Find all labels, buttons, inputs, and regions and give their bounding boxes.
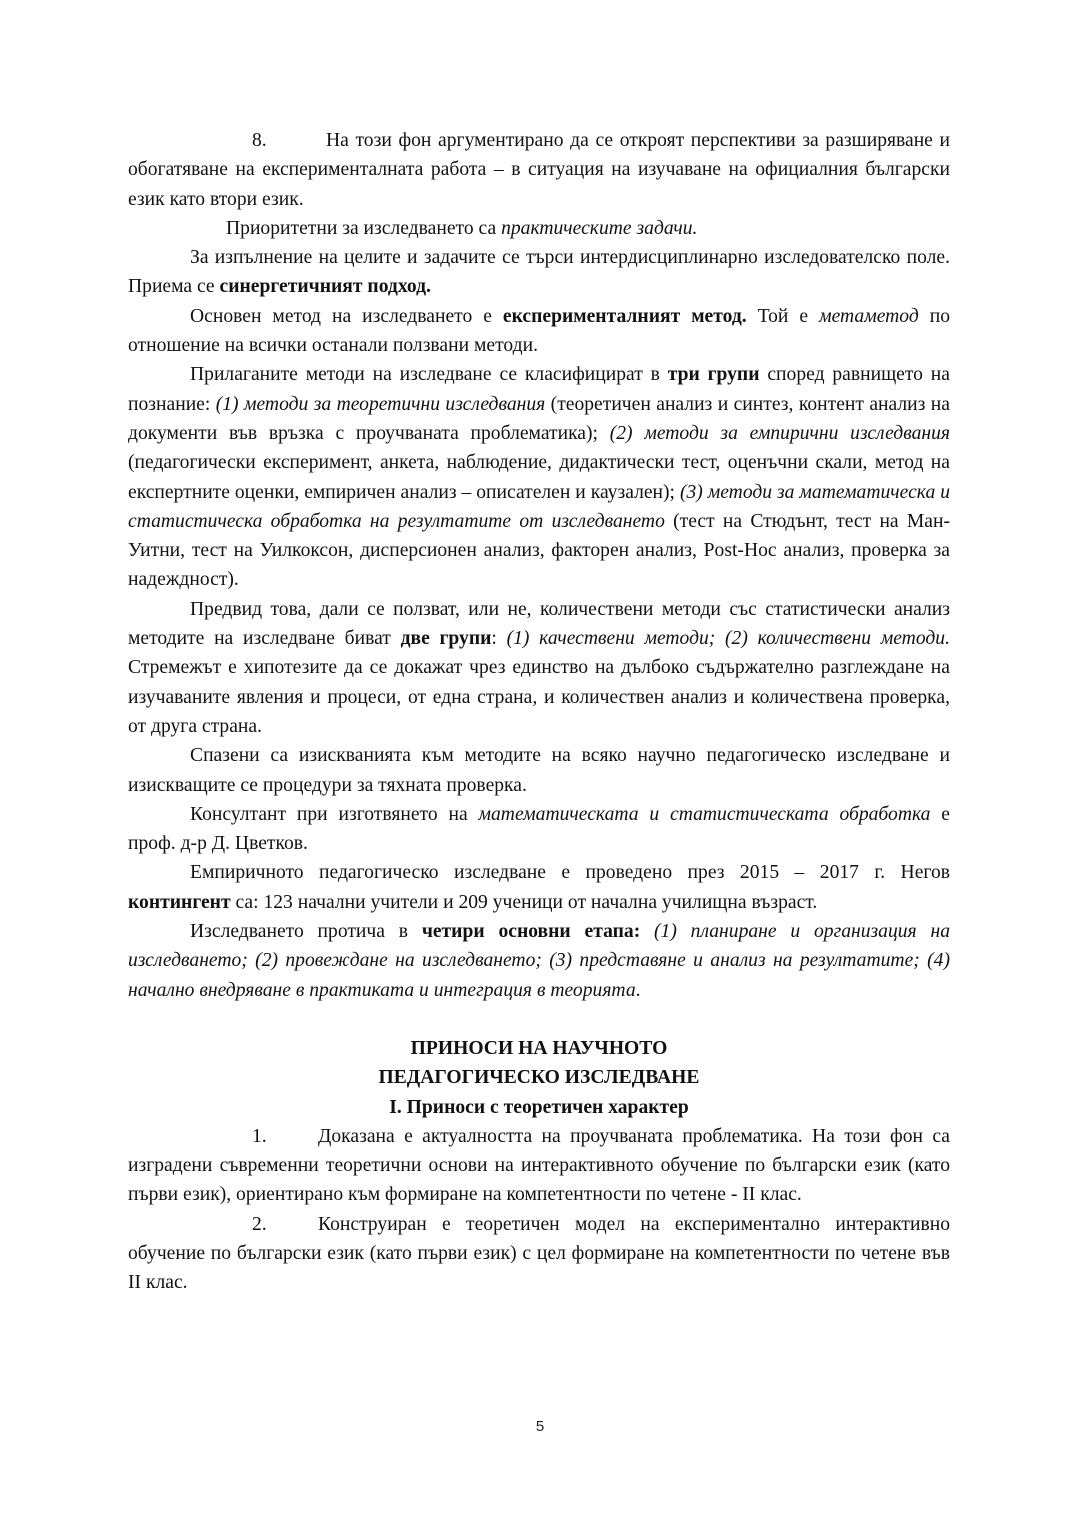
- emphasis: математическата и статистическата обработка: [478, 803, 931, 825]
- paragraph-text: Конструиран е теоретичен модел на експериментално интерактивно обучение по български език (като първи език) с цел формиране на компетентности по четене във II клас.: [128, 1213, 950, 1294]
- methods-paragraph: [128, 360, 950, 594]
- text: по отношение на всички останали ползвани методи.: [128, 305, 950, 357]
- priorities-paragraph: [128, 214, 950, 243]
- item-number: 1.: [252, 1125, 267, 1147]
- text: е проф. д-р Д. Цветков.: [128, 803, 950, 855]
- text: (теоретичен анализ и синтез, контент анализ на документи във връзка с проучваната проблематика);: [128, 393, 950, 444]
- text: Стремежът е хипотезите да се докажат чрез единство на дълбоко съдържателно разглеждане на изучаваните явления и процеси, от една страна, и количествен анализ и количествена проверка, от друга страна.: [128, 657, 950, 737]
- bold-text: синергетичният подход.: [219, 276, 431, 298]
- text: Консултант при изготвянето на: [190, 803, 479, 825]
- requirements-paragraph: Спазени са изискванията към методите на всяко научно педагогическо изследване и изискващите се процедури за тяхната проверка.: [128, 745, 950, 796]
- emphasis: (1) качествени методи; (2) количествени методи.: [506, 628, 950, 650]
- bold-text: три групи: [667, 364, 760, 386]
- text: Основен метод на изследването е: [190, 305, 503, 327]
- bold-text: контингент: [128, 891, 231, 913]
- quantitative-paragraph: [128, 595, 950, 741]
- text: .: [635, 979, 641, 1001]
- empirical-paragraph: [128, 858, 950, 917]
- item-number: 8.: [252, 130, 267, 151]
- stages-paragraph: [128, 917, 950, 1005]
- emphasis: метаметод: [819, 305, 919, 327]
- subsection-heading: I. Приноси с теоретичен характер: [389, 1096, 689, 1118]
- section-heading-line-1: ПРИНОСИ НА НАУЧНОТО: [410, 1037, 668, 1059]
- emphasis: (2) методи за емпирични изследвания: [609, 422, 950, 444]
- emphasis: (3) методи за математическа и статистическа обработка на резултатите от изследването: [128, 481, 950, 532]
- emphasis: (1) планиране и организация на изследването; (2) провеждане на изследването; (3) представяне и анализ на резултатите; (4) начално внедряване в практиката и интеграция в теорията: [128, 921, 950, 1001]
- contribution-2: [128, 1210, 950, 1298]
- text: Прилаганите методи на изследване се класифицират в: [190, 364, 668, 386]
- paragraph-text: Доказана е актуалността на проучваната проблематика. На този фон са изградени съвременни теоретични основи на интерактивното обучение по български език (като първи език), ориентирано към формиране на компетентности по четене - II клас.: [128, 1125, 950, 1206]
- paragraph-8: [128, 126, 950, 214]
- bold-text: две групи: [400, 628, 492, 650]
- emphasis: практическите задачи.: [501, 217, 698, 239]
- text: Изследването протича в: [190, 921, 422, 943]
- emphasis: (1) методи за теоретични изследвания: [215, 393, 546, 415]
- contribution-1: [128, 1122, 950, 1210]
- text: (педагогически експеримент, анкета, наблюдение, дидактически тест, оценъчни скали, метод на експертните оценки, емпиричен анализ – описателен и каузален);: [128, 452, 950, 503]
- text: За изпълнение на целите и задачите се търси интердисциплинарно изследователско поле. Приема се: [128, 247, 950, 298]
- text: Той е: [746, 305, 820, 327]
- main-method-paragraph: [128, 302, 950, 361]
- bold-text: експерименталният метод.: [502, 305, 747, 327]
- text: според равнището на познание:: [128, 364, 950, 415]
- text: Предвид това, дали се ползват, или не, количествени методи със статистически анализ методите на изследване биват: [128, 598, 950, 650]
- text: (тест на Стюдънт, тест на Ман-Уитни, тест на Уилкоксон, дисперсионен анализ, факторен анализ, Post-Hoc анализ, проверка за надеждност).: [128, 510, 950, 591]
- document-page: [128, 126, 950, 1298]
- paragraph-text: На този фон аргументирано да се откроят перспективи за разширяване и обогатяване на експерименталната работа – в ситуация на изучаване на официалния български език като втори език.: [128, 130, 950, 210]
- item-number: 2.: [252, 1213, 267, 1235]
- text: Приоритетни за изследването са: [226, 217, 502, 239]
- text: :: [491, 628, 507, 650]
- text: [640, 921, 654, 942]
- page-number: 5: [535, 1418, 545, 1435]
- bold-text: четири основни етапа:: [421, 921, 641, 943]
- text: Емпиричното педагогическо изследване е проведено през 2015 – 2017 г. Негов: [190, 862, 950, 884]
- text: са: 123 начални учители и 209 ученици от начална училищна възраст.: [230, 891, 818, 913]
- interdisciplinary-paragraph: [128, 243, 950, 302]
- consultant-paragraph: [128, 800, 950, 859]
- section-heading-line-2: ПЕДАГОГИЧЕСКО ИЗСЛЕДВАНЕ: [378, 1067, 700, 1089]
